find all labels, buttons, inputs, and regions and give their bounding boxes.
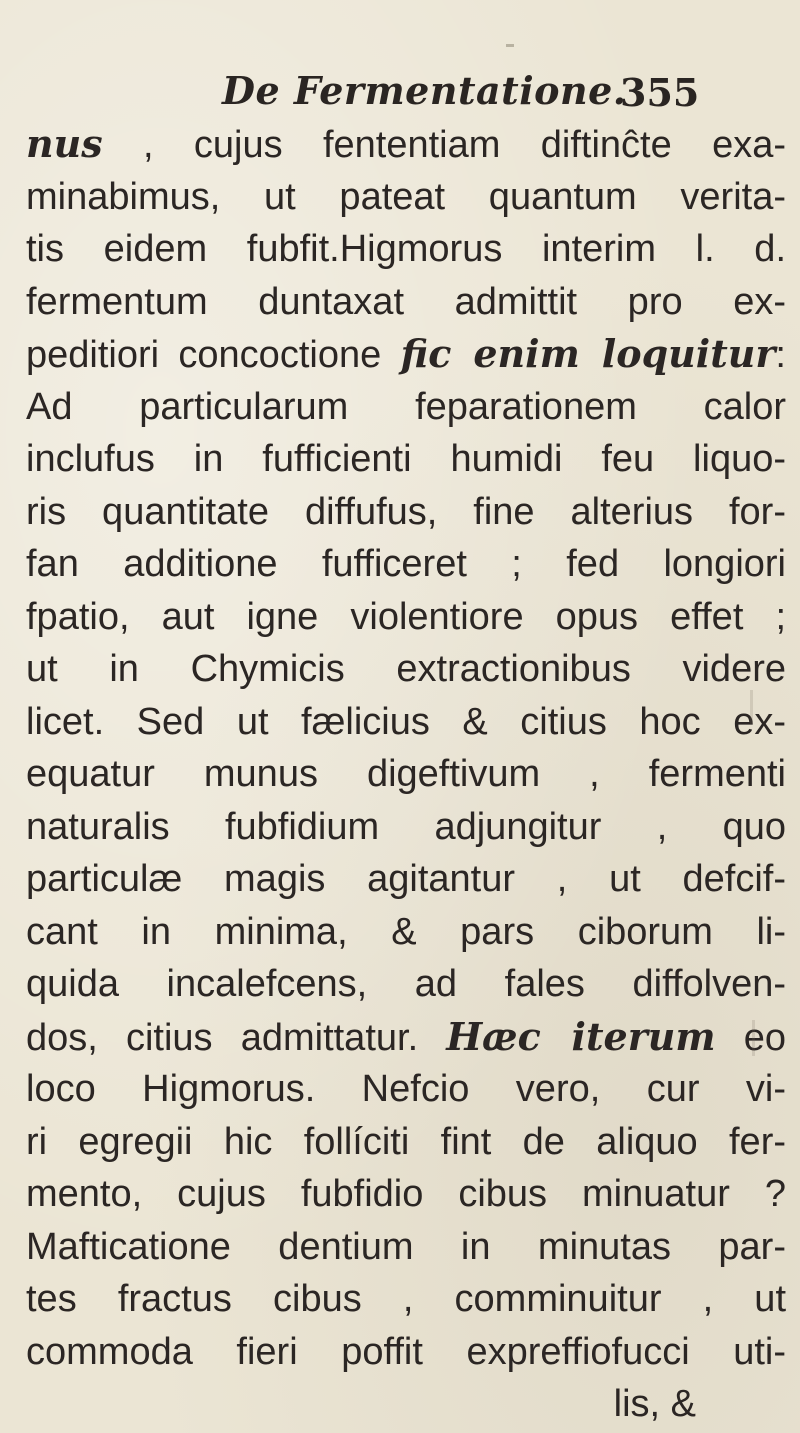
text-segment: fan additione fufficeret ; fed longiori [26,543,786,585]
text-segment: : [775,334,786,376]
text-segment: naturalis fubfidium adjungitur , quo [26,805,786,848]
text-segment: tes fractus cibus , comminuitur , ut [26,1278,786,1320]
text-line [26,1273,786,1326]
text-line [26,748,786,801]
running-title: De Fermentatione. [222,68,627,113]
text-line [26,801,786,854]
text-line [26,1221,786,1274]
text-segment: tis eidem fubfit.Higmorus interim l. d. [26,228,786,270]
text-line [26,1168,786,1221]
text-segment: licet. Sed ut fælicius & citius hoc ex- [26,700,786,743]
text-segment: eo [715,1016,786,1059]
italic-text: nus [26,121,103,166]
text-line [26,696,786,749]
text-line [26,118,786,171]
text-segment: ri egregii hic follíciti fint de aliquo fer- [26,1120,786,1163]
text-line [26,643,786,696]
running-head [0,68,800,118]
text-segment: fpatio, aut igne violentiore opus effet ; [26,595,786,638]
text-segment: fermentum duntaxat admittit pro ex- [26,280,786,323]
text-line [26,1116,786,1169]
text-line [26,1378,786,1431]
text-line [26,433,786,486]
text-segment: loco Higmorus. Nefcio vero, cur vi- [26,1068,786,1110]
text-segment: quida incalefcens, ad fales diffolven- [26,963,786,1005]
text-line [26,171,786,224]
text-line [26,591,786,644]
text-line [26,381,786,434]
body-text [26,118,786,1431]
text-line [26,958,786,1011]
text-segment: Ad particularum feparationem calor [26,385,786,428]
text-segment: ris quantitate diffufus, fine alterius for- [26,490,786,533]
text-segment: mento, cujus fubfidio cibus minuatur ? [26,1173,786,1215]
ink-speck [752,1020,755,1056]
text-line [26,276,786,329]
text-line [26,1063,786,1116]
text-line [26,853,786,906]
text-line [26,906,786,959]
italic-text: Hæc iterum [446,1013,716,1059]
text-line [26,223,786,276]
italic-text: fic enim loquitur [400,331,776,376]
text-segment: Mafticatione dentium in minutas par- [26,1225,786,1268]
text-segment: particulæ magis agitantur , ut defcif- [26,858,786,900]
text-line [26,538,786,591]
text-segment: commoda fieri poffit expreffiofucci uti- [26,1330,786,1373]
text-segment: cant in minima, & pars ciborum li- [26,910,786,953]
text-line [26,1011,786,1064]
text-segment: equatur munus digeftivum , fermenti [26,753,786,795]
page-number: 355 [620,70,700,115]
text-line [26,1326,786,1379]
text-segment: peditiori concoctione [26,334,401,376]
text-segment: minabimus, ut pateat quantum verita- [26,175,786,218]
text-segment: dos, citius admittatur. [26,1016,447,1059]
text-segment: lis, & [613,1383,696,1425]
ink-speck [506,44,514,47]
ink-speck [750,690,753,724]
text-segment: ut in Chymicis extractionibus videre [26,648,786,690]
text-segment: , cujus fententiam diftinĉte exa- [102,124,786,166]
text-line [26,486,786,539]
text-line [26,328,786,381]
text-segment: inclufus in fufficienti humidi feu liquo- [26,438,786,480]
